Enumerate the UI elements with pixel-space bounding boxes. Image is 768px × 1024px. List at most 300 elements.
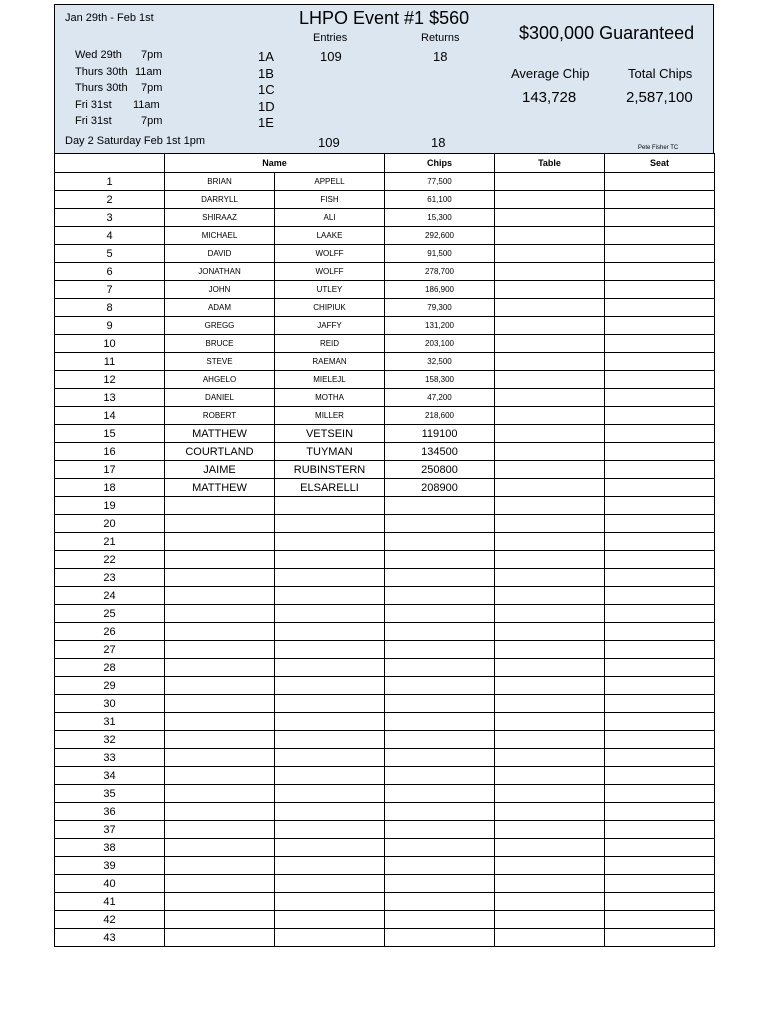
row-number: 39 bbox=[55, 857, 165, 875]
seat-cell bbox=[605, 407, 715, 425]
table-row bbox=[55, 641, 715, 659]
last-name-cell bbox=[275, 767, 385, 785]
flight-code: 1C bbox=[258, 82, 275, 97]
seat-cell bbox=[605, 785, 715, 803]
row-number: 31 bbox=[55, 713, 165, 731]
row-number: 19 bbox=[55, 497, 165, 515]
first-name-cell bbox=[165, 533, 275, 551]
last-name-cell: UTLEY bbox=[275, 281, 385, 299]
table-cell bbox=[495, 605, 605, 623]
last-name-cell bbox=[275, 623, 385, 641]
flight-code: 1B bbox=[258, 66, 274, 81]
table-cell bbox=[495, 731, 605, 749]
first-name-cell bbox=[165, 893, 275, 911]
last-name-cell: ALI bbox=[275, 209, 385, 227]
last-name-cell bbox=[275, 569, 385, 587]
table-row bbox=[55, 245, 715, 263]
first-name-cell bbox=[165, 515, 275, 533]
header-seat: Seat bbox=[605, 154, 715, 173]
first-name-cell: MATTHEW bbox=[165, 479, 275, 497]
table-cell bbox=[495, 425, 605, 443]
table-cell bbox=[495, 479, 605, 497]
table-cell bbox=[495, 515, 605, 533]
table-cell bbox=[495, 191, 605, 209]
flight-time: 7pm bbox=[141, 115, 163, 127]
seat-cell bbox=[605, 173, 715, 191]
table-cell bbox=[495, 443, 605, 461]
seat-cell bbox=[605, 191, 715, 209]
first-name-cell bbox=[165, 587, 275, 605]
first-name-cell: DARRYLL bbox=[165, 191, 275, 209]
first-name-cell: MICHAEL bbox=[165, 227, 275, 245]
row-number: 24 bbox=[55, 587, 165, 605]
row-number: 34 bbox=[55, 767, 165, 785]
row-number: 17 bbox=[55, 461, 165, 479]
first-name-cell: JOHN bbox=[165, 281, 275, 299]
table-cell bbox=[495, 713, 605, 731]
credit-text: Pete Fisher TC bbox=[638, 145, 679, 151]
first-name-cell: JONATHAN bbox=[165, 263, 275, 281]
seat-cell bbox=[605, 515, 715, 533]
last-name-cell: WOLFF bbox=[275, 245, 385, 263]
last-name-cell bbox=[275, 641, 385, 659]
table-row bbox=[55, 515, 715, 533]
seat-cell bbox=[605, 641, 715, 659]
table-row bbox=[55, 713, 715, 731]
flight-day: Fri 31st bbox=[75, 99, 112, 111]
last-name-cell bbox=[275, 695, 385, 713]
table-cell bbox=[495, 623, 605, 641]
table-row bbox=[55, 749, 715, 767]
seat-cell bbox=[605, 551, 715, 569]
seat-cell bbox=[605, 371, 715, 389]
table-cell bbox=[495, 317, 605, 335]
table-cell bbox=[495, 173, 605, 191]
first-name-cell bbox=[165, 569, 275, 587]
first-name-cell: GREGG bbox=[165, 317, 275, 335]
chips-cell bbox=[385, 569, 495, 587]
table-row bbox=[55, 407, 715, 425]
table-row bbox=[55, 353, 715, 371]
first-name-cell bbox=[165, 641, 275, 659]
first-name-cell bbox=[165, 497, 275, 515]
chips-cell: 61,100 bbox=[385, 191, 495, 209]
table-header-row bbox=[55, 154, 715, 173]
day2-returns: 18 bbox=[431, 135, 446, 150]
chips-cell bbox=[385, 533, 495, 551]
seat-cell bbox=[605, 803, 715, 821]
first-name-cell: BRIAN bbox=[165, 173, 275, 191]
table-row bbox=[55, 389, 715, 407]
chips-cell bbox=[385, 551, 495, 569]
chips-cell bbox=[385, 767, 495, 785]
last-name-cell: TUYMAN bbox=[275, 443, 385, 461]
chips-cell bbox=[385, 929, 495, 947]
row-number: 28 bbox=[55, 659, 165, 677]
row-number: 16 bbox=[55, 443, 165, 461]
table-cell bbox=[495, 695, 605, 713]
seat-cell bbox=[605, 731, 715, 749]
last-name-cell: LAAKE bbox=[275, 227, 385, 245]
last-name-cell: REID bbox=[275, 335, 385, 353]
seat-cell bbox=[605, 245, 715, 263]
table-row bbox=[55, 677, 715, 695]
first-name-cell bbox=[165, 857, 275, 875]
table-cell bbox=[495, 875, 605, 893]
flight-code: 1D bbox=[258, 99, 275, 114]
table-cell bbox=[495, 821, 605, 839]
seat-cell bbox=[605, 749, 715, 767]
row-number: 43 bbox=[55, 929, 165, 947]
total-chips-label: Total Chips bbox=[628, 66, 693, 81]
seat-cell bbox=[605, 263, 715, 281]
table-row bbox=[55, 839, 715, 857]
table-cell bbox=[495, 209, 605, 227]
last-name-cell bbox=[275, 677, 385, 695]
row-number: 13 bbox=[55, 389, 165, 407]
first-name-cell: STEVE bbox=[165, 353, 275, 371]
seat-cell bbox=[605, 659, 715, 677]
table-row bbox=[55, 803, 715, 821]
average-chip-label: Average Chip bbox=[511, 66, 590, 81]
row-number: 37 bbox=[55, 821, 165, 839]
table-cell bbox=[495, 767, 605, 785]
chips-cell bbox=[385, 857, 495, 875]
seat-cell bbox=[605, 299, 715, 317]
chips-cell: 278,700 bbox=[385, 263, 495, 281]
seat-cell bbox=[605, 209, 715, 227]
header-chips: Chips bbox=[385, 154, 495, 173]
chips-cell bbox=[385, 731, 495, 749]
table-cell bbox=[495, 281, 605, 299]
table-cell bbox=[495, 353, 605, 371]
table-cell bbox=[495, 587, 605, 605]
first-name-cell: ADAM bbox=[165, 299, 275, 317]
table-row bbox=[55, 605, 715, 623]
seat-cell bbox=[605, 875, 715, 893]
flight-time: 7pm bbox=[141, 82, 163, 94]
chips-cell bbox=[385, 785, 495, 803]
table-cell bbox=[495, 389, 605, 407]
last-name-cell bbox=[275, 911, 385, 929]
table-cell bbox=[495, 659, 605, 677]
first-name-cell bbox=[165, 551, 275, 569]
row-number: 12 bbox=[55, 371, 165, 389]
row-number: 41 bbox=[55, 893, 165, 911]
last-name-cell: ELSARELLI bbox=[275, 479, 385, 497]
seat-cell bbox=[605, 443, 715, 461]
first-name-cell bbox=[165, 605, 275, 623]
seat-cell bbox=[605, 677, 715, 695]
chips-cell: 250800 bbox=[385, 461, 495, 479]
chips-cell: 32,500 bbox=[385, 353, 495, 371]
event-title: LHPO Event #1 $560 bbox=[299, 8, 470, 28]
chips-cell bbox=[385, 605, 495, 623]
first-name-cell bbox=[165, 875, 275, 893]
table-row bbox=[55, 281, 715, 299]
table-cell bbox=[495, 299, 605, 317]
flight-code: 1A bbox=[258, 49, 274, 64]
seat-cell bbox=[605, 497, 715, 515]
seat-cell bbox=[605, 425, 715, 443]
row-number: 27 bbox=[55, 641, 165, 659]
seat-cell bbox=[605, 533, 715, 551]
flight-time: 11am bbox=[133, 99, 160, 111]
date-range: Jan 29th - Feb 1st bbox=[65, 12, 154, 24]
row-number: 35 bbox=[55, 785, 165, 803]
last-name-cell bbox=[275, 497, 385, 515]
guarantee-text: $300,000 Guaranteed bbox=[519, 23, 695, 43]
first-name-cell bbox=[165, 785, 275, 803]
first-name-cell bbox=[165, 749, 275, 767]
row-number: 42 bbox=[55, 911, 165, 929]
table-cell bbox=[495, 641, 605, 659]
seat-cell bbox=[605, 317, 715, 335]
chips-cell: 208900 bbox=[385, 479, 495, 497]
row-number: 21 bbox=[55, 533, 165, 551]
chips-cell bbox=[385, 749, 495, 767]
seat-cell bbox=[605, 929, 715, 947]
table-row bbox=[55, 317, 715, 335]
table-cell bbox=[495, 497, 605, 515]
table-cell bbox=[495, 677, 605, 695]
day2-label: Day 2 Saturday Feb 1st 1pm bbox=[65, 135, 206, 147]
table-row bbox=[55, 443, 715, 461]
table-row bbox=[55, 929, 715, 947]
seat-cell bbox=[605, 605, 715, 623]
chips-cell: 186,900 bbox=[385, 281, 495, 299]
row-number: 10 bbox=[55, 335, 165, 353]
last-name-cell: APPELL bbox=[275, 173, 385, 191]
row-number: 8 bbox=[55, 299, 165, 317]
table-row bbox=[55, 299, 715, 317]
last-name-cell bbox=[275, 731, 385, 749]
table-row bbox=[55, 227, 715, 245]
table-row bbox=[55, 551, 715, 569]
seat-cell bbox=[605, 569, 715, 587]
player-table bbox=[54, 153, 715, 947]
returns-label: Returns bbox=[421, 32, 460, 44]
row-number: 26 bbox=[55, 623, 165, 641]
row-number: 6 bbox=[55, 263, 165, 281]
last-name-cell: CHIPIUK bbox=[275, 299, 385, 317]
row-number: 25 bbox=[55, 605, 165, 623]
row-number: 40 bbox=[55, 875, 165, 893]
table-cell bbox=[495, 749, 605, 767]
first-name-cell bbox=[165, 713, 275, 731]
table-row bbox=[55, 335, 715, 353]
row-number: 33 bbox=[55, 749, 165, 767]
first-name-cell: DANIEL bbox=[165, 389, 275, 407]
seat-cell bbox=[605, 227, 715, 245]
table-row bbox=[55, 263, 715, 281]
table-row bbox=[55, 371, 715, 389]
last-name-cell: MIELEJL bbox=[275, 371, 385, 389]
last-name-cell bbox=[275, 929, 385, 947]
first-name-cell: DAVID bbox=[165, 245, 275, 263]
row-number: 18 bbox=[55, 479, 165, 497]
first-name-cell bbox=[165, 839, 275, 857]
last-name-cell: JAFFY bbox=[275, 317, 385, 335]
entries-label: Entries bbox=[313, 32, 348, 44]
last-name-cell bbox=[275, 803, 385, 821]
first-name-cell: JAIME bbox=[165, 461, 275, 479]
chips-cell bbox=[385, 497, 495, 515]
row-number: 36 bbox=[55, 803, 165, 821]
seat-cell bbox=[605, 479, 715, 497]
first-name-cell bbox=[165, 695, 275, 713]
chips-cell: 292,600 bbox=[385, 227, 495, 245]
chips-cell bbox=[385, 821, 495, 839]
chips-cell: 15,300 bbox=[385, 209, 495, 227]
last-name-cell: MOTHA bbox=[275, 389, 385, 407]
table-cell bbox=[495, 263, 605, 281]
table-row bbox=[55, 209, 715, 227]
last-name-cell bbox=[275, 749, 385, 767]
tournament-sheet bbox=[54, 4, 714, 947]
last-name-cell bbox=[275, 785, 385, 803]
seat-cell bbox=[605, 911, 715, 929]
table-row bbox=[55, 767, 715, 785]
day2-entries: 109 bbox=[318, 135, 340, 150]
table-cell bbox=[495, 839, 605, 857]
first-name-cell bbox=[165, 803, 275, 821]
row-number: 11 bbox=[55, 353, 165, 371]
last-name-cell bbox=[275, 713, 385, 731]
table-row bbox=[55, 173, 715, 191]
row-number: 30 bbox=[55, 695, 165, 713]
table-cell bbox=[495, 461, 605, 479]
table-cell bbox=[495, 929, 605, 947]
table-row bbox=[55, 875, 715, 893]
table-cell bbox=[495, 227, 605, 245]
first-name-cell: BRUCE bbox=[165, 335, 275, 353]
last-name-cell bbox=[275, 893, 385, 911]
row-number: 15 bbox=[55, 425, 165, 443]
last-name-cell bbox=[275, 821, 385, 839]
table-cell bbox=[495, 785, 605, 803]
table-row bbox=[55, 497, 715, 515]
row-number: 1 bbox=[55, 173, 165, 191]
row-number: 23 bbox=[55, 569, 165, 587]
last-name-cell: FISH bbox=[275, 191, 385, 209]
table-row bbox=[55, 191, 715, 209]
seat-cell bbox=[605, 587, 715, 605]
chips-cell: 79,300 bbox=[385, 299, 495, 317]
flight-time: 7pm bbox=[141, 49, 163, 61]
flight-time: 11am bbox=[135, 66, 162, 78]
seat-cell bbox=[605, 623, 715, 641]
flight-day: Thurs 30th bbox=[75, 82, 128, 94]
last-name-cell bbox=[275, 857, 385, 875]
last-name-cell bbox=[275, 605, 385, 623]
row-number: 3 bbox=[55, 209, 165, 227]
chips-cell bbox=[385, 911, 495, 929]
header-table: Table bbox=[495, 154, 605, 173]
table-cell bbox=[495, 569, 605, 587]
chips-cell bbox=[385, 875, 495, 893]
row-number: 32 bbox=[55, 731, 165, 749]
last-name-cell bbox=[275, 659, 385, 677]
table-row bbox=[55, 695, 715, 713]
header-name: Name bbox=[165, 154, 385, 173]
row-number: 14 bbox=[55, 407, 165, 425]
seat-cell bbox=[605, 281, 715, 299]
table-row bbox=[55, 785, 715, 803]
first-name-cell bbox=[165, 659, 275, 677]
table-row bbox=[55, 479, 715, 497]
table-cell bbox=[495, 803, 605, 821]
seat-cell bbox=[605, 821, 715, 839]
flight-entries: 109 bbox=[320, 49, 342, 64]
table-cell bbox=[495, 533, 605, 551]
first-name-cell: ROBERT bbox=[165, 407, 275, 425]
table-cell bbox=[495, 911, 605, 929]
row-number: 20 bbox=[55, 515, 165, 533]
last-name-cell bbox=[275, 551, 385, 569]
first-name-cell bbox=[165, 767, 275, 785]
last-name-cell: RAEMAN bbox=[275, 353, 385, 371]
row-number: 4 bbox=[55, 227, 165, 245]
row-number: 2 bbox=[55, 191, 165, 209]
table-row bbox=[55, 857, 715, 875]
first-name-cell: AHGELO bbox=[165, 371, 275, 389]
table-row bbox=[55, 821, 715, 839]
seat-cell bbox=[605, 335, 715, 353]
table-cell bbox=[495, 335, 605, 353]
chips-cell bbox=[385, 803, 495, 821]
chips-cell: 77,500 bbox=[385, 173, 495, 191]
first-name-cell: MATTHEW bbox=[165, 425, 275, 443]
last-name-cell bbox=[275, 587, 385, 605]
table-cell bbox=[495, 371, 605, 389]
seat-cell bbox=[605, 767, 715, 785]
flight-code: 1E bbox=[258, 115, 274, 130]
first-name-cell bbox=[165, 821, 275, 839]
last-name-cell: VETSEIN bbox=[275, 425, 385, 443]
table-row bbox=[55, 893, 715, 911]
last-name-cell bbox=[275, 533, 385, 551]
chips-cell bbox=[385, 623, 495, 641]
table-row bbox=[55, 587, 715, 605]
chips-cell: 119100 bbox=[385, 425, 495, 443]
row-number: 29 bbox=[55, 677, 165, 695]
last-name-cell bbox=[275, 875, 385, 893]
row-number: 5 bbox=[55, 245, 165, 263]
first-name-cell bbox=[165, 929, 275, 947]
table-row bbox=[55, 659, 715, 677]
table-row bbox=[55, 569, 715, 587]
table-row bbox=[55, 425, 715, 443]
flight-day: Fri 31st bbox=[75, 115, 112, 127]
flight-day: Thurs 30th bbox=[75, 66, 128, 78]
seat-cell bbox=[605, 893, 715, 911]
chips-cell bbox=[385, 587, 495, 605]
last-name-cell: MILLER bbox=[275, 407, 385, 425]
seat-cell bbox=[605, 353, 715, 371]
first-name-cell: SHIRAAZ bbox=[165, 209, 275, 227]
row-number: 9 bbox=[55, 317, 165, 335]
table-row bbox=[55, 731, 715, 749]
chips-cell: 47,200 bbox=[385, 389, 495, 407]
chips-cell bbox=[385, 713, 495, 731]
chips-cell: 218,600 bbox=[385, 407, 495, 425]
row-number: 38 bbox=[55, 839, 165, 857]
table-row bbox=[55, 461, 715, 479]
table-cell bbox=[495, 551, 605, 569]
last-name-cell bbox=[275, 515, 385, 533]
chips-cell bbox=[385, 893, 495, 911]
